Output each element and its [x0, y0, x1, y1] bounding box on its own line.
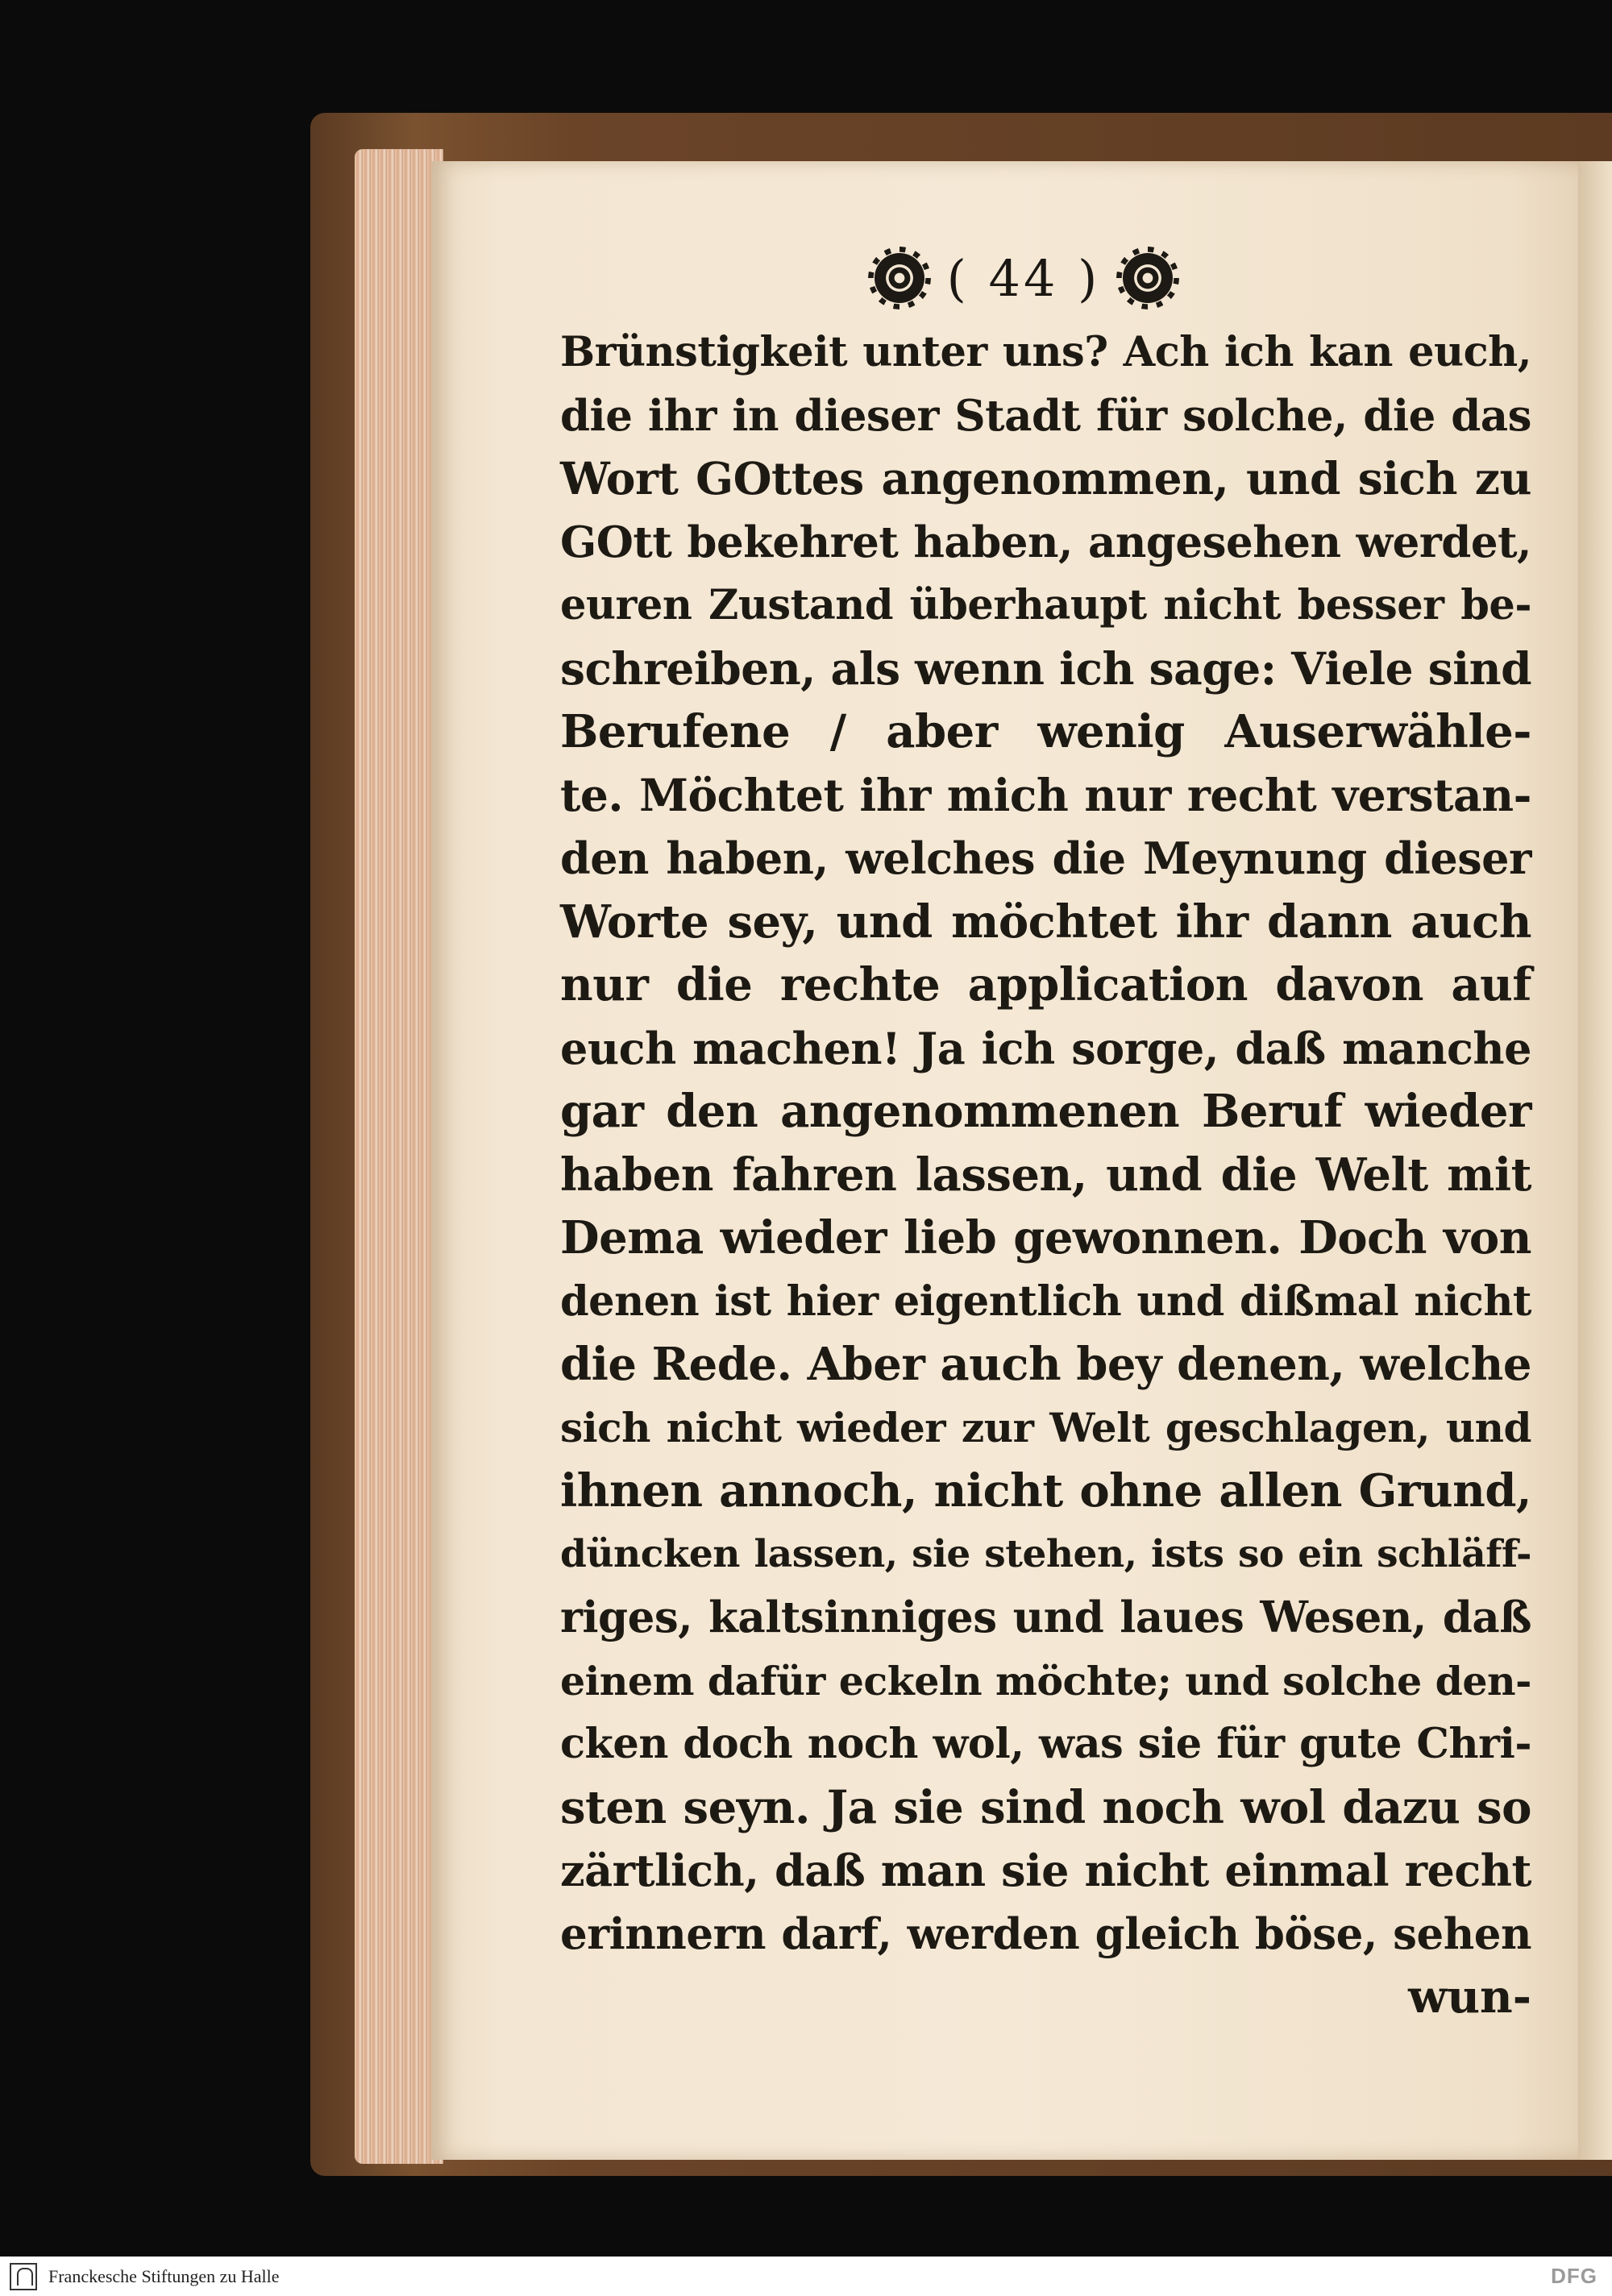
text-line: te. Möchtet ihr mich nur recht verstan-: [560, 768, 1531, 821]
text-line: Brünstigkeit unter uns? Ach ich kan euch,: [560, 328, 1531, 376]
rosette-ornament-icon: [875, 253, 924, 303]
text-line: Berufene / aber wenig Auserwähle-: [560, 705, 1531, 758]
text-line: zärtlich, daß man sie nicht einmal recht: [560, 1845, 1531, 1896]
facing-page-edge: [1578, 161, 1612, 2160]
text-line: gar den angenommenen Beruf wieder: [560, 1085, 1531, 1138]
text-line: erinnern darf, werden gleich böse, sehen: [560, 1908, 1531, 1959]
page-header: [814, 242, 1233, 314]
funder-logo: DFG: [1551, 2264, 1597, 2288]
text-line: riges, kaltsinniges und laues Wesen, daß: [560, 1592, 1531, 1642]
text-line: den haben, welches die Meynung dieser: [560, 832, 1531, 884]
rosette-ornament-icon: [1123, 253, 1173, 303]
page-edges: [355, 149, 443, 2164]
text-line: denen ist hier eigentlich und dißmal nicht: [560, 1277, 1531, 1326]
text-line: nur die rechte application davon auf: [560, 958, 1531, 1011]
institution-name: Franckesche Stiftungen zu Halle: [48, 2265, 280, 2286]
text-line: Dema wieder lieb gewonnen. Doch von: [560, 1211, 1531, 1264]
text-line: euch machen! Ja ich sorge, daß manche: [560, 1022, 1531, 1074]
text-line: die Rede. Aber auch bey denen, welche: [560, 1338, 1531, 1391]
page-number: ( 44 ): [946, 248, 1101, 308]
text-line: cken doch noch wol, was sie für gute Chri-: [560, 1720, 1531, 1768]
text-line: die ihr in dieser Stadt für solche, die das: [560, 390, 1531, 441]
text-line: düncken lassen, sie stehen, ists so ein schläff-: [560, 1531, 1531, 1576]
text-line: haben fahren lassen, und die Welt mit: [560, 1148, 1531, 1202]
text-line: einem dafür eckeln möchte; und solche den-: [560, 1657, 1531, 1704]
text-line: Wort GOttes angenommen, und sich zu: [560, 452, 1531, 504]
text-line: GOtt bekehret haben, angesehen werdet,: [560, 517, 1531, 567]
text-line: euren Zustand überhaupt nicht besser be-: [560, 581, 1531, 629]
text-line: ihnen annoch, nicht ohne allen Grund,: [560, 1464, 1531, 1518]
body-text: [560, 321, 1531, 2029]
text-line: sich nicht wieder zur Welt geschlagen, und: [560, 1403, 1531, 1451]
text-line: Worte sey, und möchtet ihr dann auch: [560, 895, 1531, 949]
institution-logo-icon: [10, 2263, 37, 2290]
text-line: schreiben, als wenn ich sage: Viele sind: [560, 641, 1532, 695]
catchword: wun-: [1408, 1970, 1531, 2024]
text-line: sten seyn. Ja sie sind noch wol dazu so: [560, 1780, 1531, 1834]
viewer-footer: [0, 2257, 1612, 2296]
